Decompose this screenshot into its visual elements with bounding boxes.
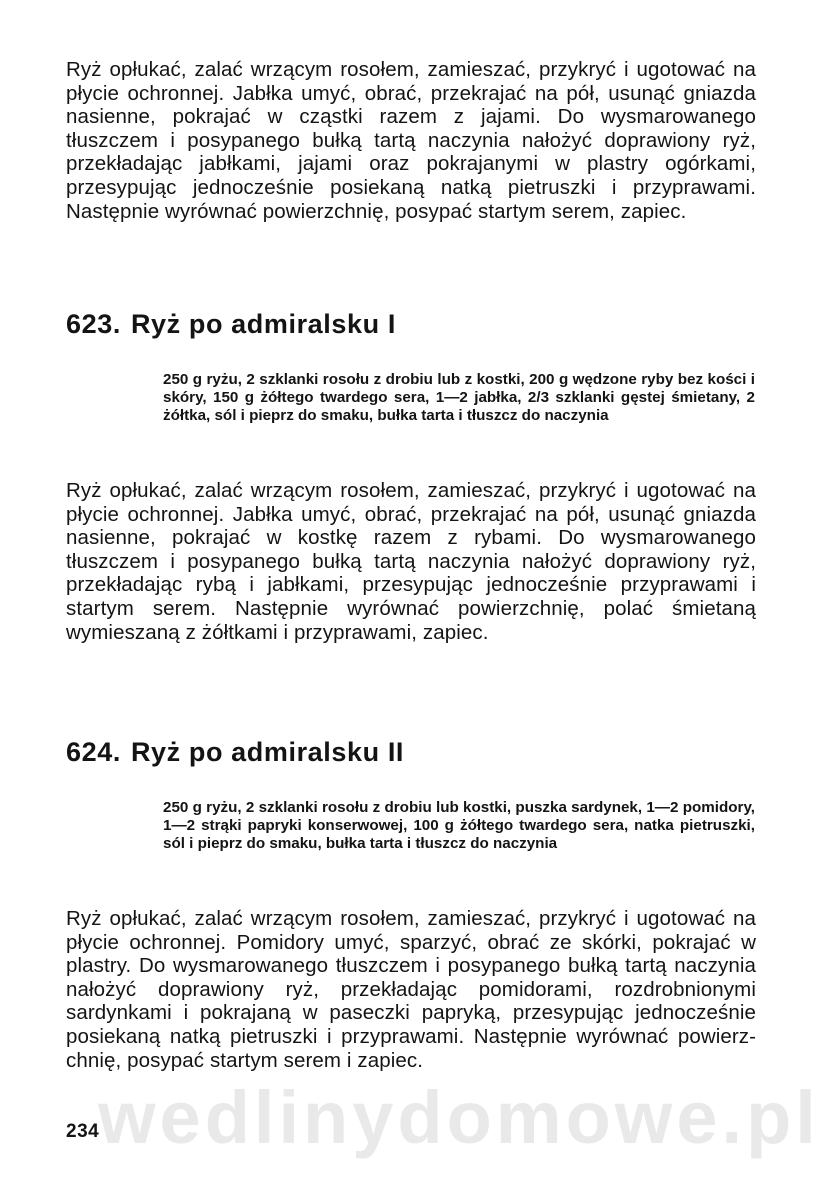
page-number: 234 [66,1121,100,1142]
recipe-title: Ryż po admiralsku I [130,309,396,339]
recipe-number: 624. [66,737,121,767]
recipe-623-instructions: Ryż opłukać, zalać wrzącym rosołem, zamieszać, przykryć i ugotować na płycie ochronnej. Jabłka umyć, obrać, przekrajać na pół, usunąć gniazda nasienne, pokrajać w kostkę razem z rybami. Do wysmarowanego tłuszczem i posypanego bułką tartą naczynia nałożyć doprawiony ryż, przekładając rybą i jabłkami, przesypując jednocześnie przyprawami i startym serem. Następnie wyrównać powierzchnię, polać śmietaną wymieszaną z żółtkami i przyprawami, zapiec. [66,479,756,644]
watermark-text: wedlinydomowe.pl [98,1076,820,1159]
recipe-title: Ryż po admiralsku II [130,737,405,767]
recipe-624-heading [66,737,404,767]
recipe-623-heading [66,309,396,339]
recipe-623-ingredients: 250 g ryżu, 2 szklanki rosołu z drobiu lub z kostki, 200 g wędzone ryby bez kości i skóry, 150 g żółtego twardego sera, 1—2 jabłka, 2/3 szklanki gęstej śmietany, 2 żółtka, sól i pieprz do smaku, bułka tarta i tłuszcz do naczynia [163,371,755,424]
recipe-number: 623. [66,309,121,339]
preceding-recipe-instructions: Ryż opłukać, zalać wrzącym rosołem, zamieszać, przykryć i ugotować na płycie ochronnej. Jabłka umyć, obrać, przekrajać na pół, usunąć gniazda nasienne, pokrajać w cząstki razem z jajami. Do wysmarowanego tłuszczem i posypanego bułką tartą naczynia nałożyć doprawiony ryż, przekładając jabłkami, jajami oraz pokrajanymi w plastry ogórkami, przesypując jednocześnie posiekaną natką pietruszki i przyprawami. Następnie wyrównać powierzchnię, posypać startym serem, zapiec. [66,58,756,223]
recipe-624-instructions: Ryż opłukać, zalać wrzącym rosołem, zamieszać, przykryć i ugotować na płycie ochronnej. Pomidory umyć, sparzyć, obrać ze skórki, pokrajać w plastry. Do wysmarowanego tłuszczem i posypanego bułką tartą naczynia nałożyć doprawiony ryż, przekładając pomidorami, rozdrobnionymi sardynkami i pokrajaną w paseczki papryką, przesypując jednocześnie posiekaną natką pietruszki i przyprawami. Następnie wyrównać powierzchnię, posypać startym serem i zapiec. [66,907,756,1072]
recipe-624-ingredients: 250 g ryżu, 2 szklanki rosołu z drobiu lub kostki, puszka sardynek, 1—2 pomidory, 1—2 strąki papryki konserwowej, 100 g żółtego twardego sera, natka pietruszki, sól i pieprz do smaku, bułka tarta i tłuszcz do naczynia [163,799,755,852]
